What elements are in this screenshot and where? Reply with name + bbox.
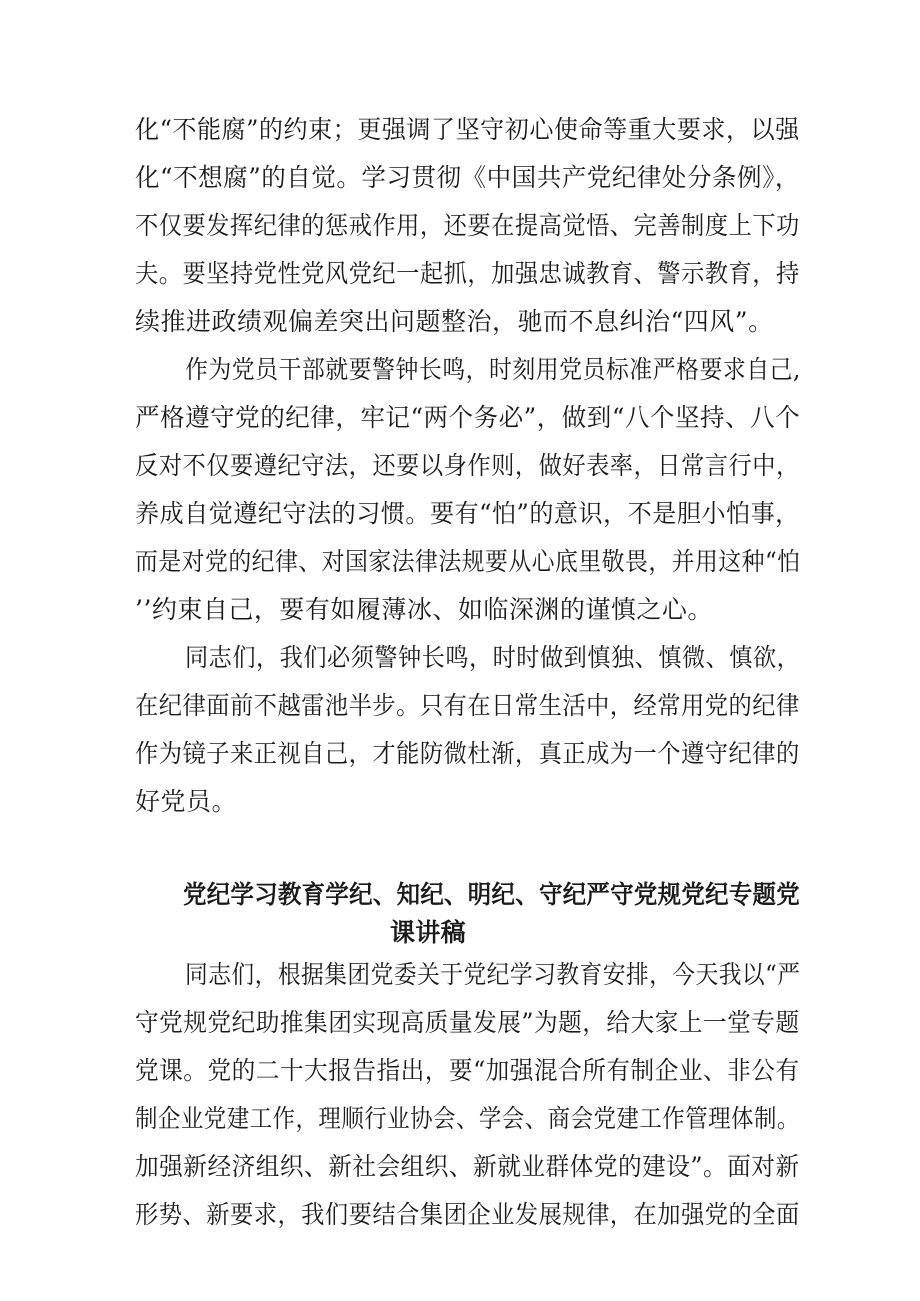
paragraph-line: 党课。党的二十大报告指出，要“加强混合所有制企业、非公有 — [135, 1056, 800, 1085]
paragraph-line: 严格遵守党的纪律，牢记“两个务必”，做到“八个坚持、八个 — [135, 403, 801, 432]
paragraph-line: 反对不仅要遵纪守法，还要以身作则，做好表率，日常言行中， — [135, 451, 800, 480]
paragraph-line: 同志们，我们必须警钟长鸣，时时做到慎独、慎微、慎欲， — [185, 643, 801, 672]
paragraph-line: 形势、新要求，我们要结合集团企业发展规律，在加强党的全面 — [135, 1200, 800, 1229]
paragraph-line: 不仅要发挥纪律的惩戒作用，还要在提高觉悟、完善制度上下功 — [135, 211, 800, 240]
paragraph-line: 好党员。 — [135, 787, 238, 816]
paragraph-line: 夫。要坚持党性党风党纪一起抓，加强忠诚教育、警示教育，持 — [135, 259, 800, 288]
paragraph-line: 而是对党的纪律、对国家法律法规要从心底里敬畏，并用这种“怕 — [135, 547, 801, 576]
document-title: 党纪学习教育学纪、知纪、明纪、守纪严守党规党纪专题党 — [183, 880, 801, 909]
paragraph-line: 作为镜子来正视自己，才能防微杜渐，真正成为一个遵守纪律的 — [135, 739, 800, 768]
paragraph-line: 化“不能腐”的约束；更强调了坚守初心使命等重大要求，以强 — [135, 115, 800, 144]
paragraph-line: 化“不想腐”的自觉。学习贯彻《中国共产党纪律处分条例》， — [135, 163, 800, 192]
paragraph-line: 同志们，根据集团党委关于党纪学习教育安排，今天我以“严 — [185, 960, 801, 989]
paragraph-line: 养成自觉遵纪守法的习惯。要有“怕”的意识，不是胆小怕事， — [135, 499, 800, 528]
paragraph-line: ’’约束自己，要有如履薄冰、如临深渊的谨慎之心。 — [135, 595, 713, 624]
document-title-continued: 课讲稿 — [390, 918, 466, 947]
paragraph-line: 制企业党建工作，理顺行业协会、学会、商会党建工作管理体制。 — [135, 1104, 800, 1133]
paragraph-line: 作为党员干部就要警钟长鸣，时刻用党员标准严格要求自己, — [185, 355, 801, 384]
paragraph-line: 续推进政绩观偏差突出问题整治，驰而不息纠治“四风”。 — [135, 307, 774, 336]
paragraph-line: 在纪律面前不越雷池半步。只有在日常生活中，经常用党的纪律 — [135, 691, 800, 720]
paragraph-line: 守党规党纪助推集团实现高质量发展”为题，给大家上一堂专题 — [135, 1008, 800, 1037]
paragraph-line: 加强新经济组织、新社会组织、新就业群体党的建设”。面对新 — [135, 1152, 800, 1181]
